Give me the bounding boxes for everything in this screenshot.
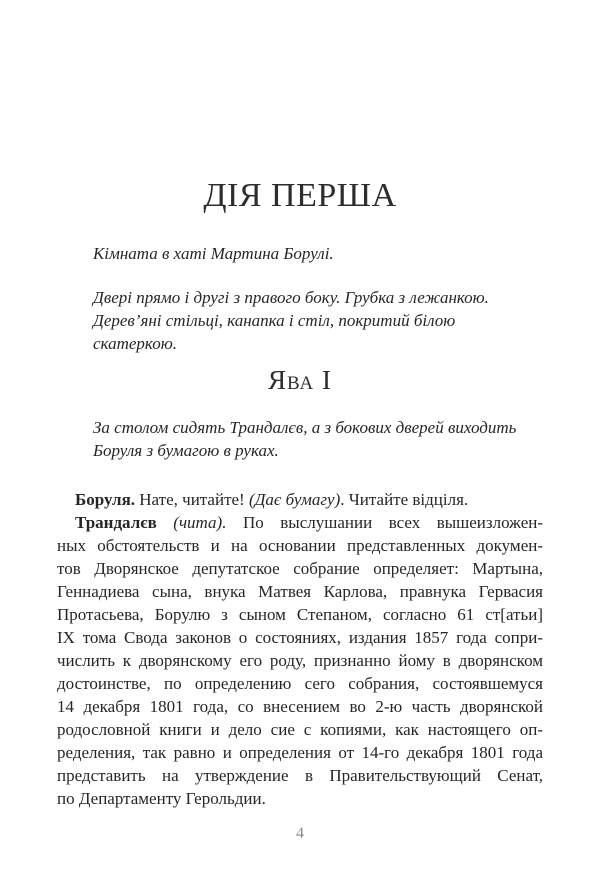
inline-stage-direction: (чита). [156,513,243,532]
paragraph-line: тов Дворянское депутатское собрание определяет: Мартына, [57,559,543,578]
paragraph-line: представить на утверждение в Правительствующий Сенат, [57,766,543,785]
dialogue-text: Нате, читайте! [135,490,249,509]
paragraph-line: числить к дворянскому его роду, признанно йому в дворянском [57,651,543,670]
act-title: ДІЯ ПЕРША [203,177,397,214]
dialogue-text: . Читайте відціля. [340,490,469,509]
speaker-name-trandalev: Трандалєв [75,513,157,532]
paragraph-line: Протасьева, Борулю з сыном Степаном, согласно 61 ст[атьи] [57,605,543,624]
paragraph-line: ных обстоятельств и на основании представленных докумен- [57,536,543,555]
stage-direction-room: Кімната в хаті Мартина Борулі. [93,244,334,263]
inline-stage-direction: (Дає бумагу) [248,490,341,509]
scene-title: Ява I [268,365,332,395]
dialogue-borulya [57,488,543,511]
paragraph-line: достоинстве, по определению сего собрания, состоявшемуся [57,674,543,693]
paragraph-line [57,511,543,534]
paragraph-line: ределения, так равно и определения от 14-го декабря 1801 года [57,743,543,762]
paragraph-line: 14 декабря 1801 года, со внесением во 2-ю часть дворянской [57,697,543,716]
paragraph-line: Геннадиева сына, внука Матвея Карлова, правнука Гервасия [57,582,543,601]
paragraph-line: по Департаменту Герольдии. [57,789,266,808]
paragraph-line: IX тома Свода законов о состояниях, издания 1857 года сопри- [57,628,543,647]
page-number: 4 [296,825,304,842]
stage-direction-set: Двері прямо і другі з правого боку. Грубка з лежанкою. Дерев’яні стільці, канапка і стіл, покритий білою скатеркою. [93,288,489,353]
stage-direction-entry: За столом сидять Трандалєв, а з бокових дверей виходить Боруля з бумагою в руках. [93,418,517,460]
speaker-name-borulya: Боруля. [75,490,136,509]
paragraph-line: родословной книги и дело сие с копиями, как настоящего оп- [57,720,543,739]
reading-text: По выслушании всех вышеизложен- [242,513,544,532]
dialogue-trandalev [57,511,543,810]
